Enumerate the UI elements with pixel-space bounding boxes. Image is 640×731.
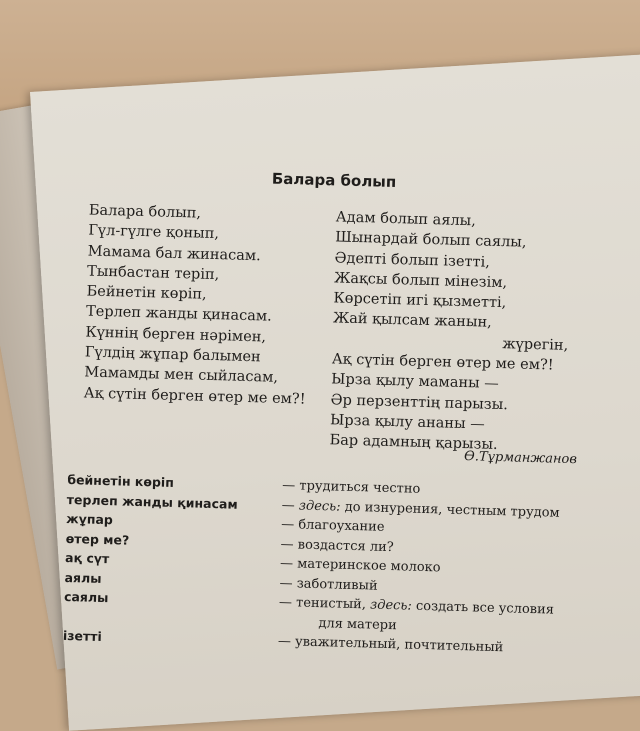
vocabulary-term: жұпар xyxy=(66,510,114,528)
vocabulary-definition: — уважительный, почтительный xyxy=(277,633,504,656)
poem-line: Жақсы болып мінезім, xyxy=(333,270,508,292)
poem-line: Терлеп жанды қинасам. xyxy=(85,303,272,326)
poem-line: Мамамды мен сыйласам, xyxy=(84,364,279,387)
poem-line: Көрсетіп игі қызметті, xyxy=(333,290,507,312)
vocabulary-term: ақ сүт xyxy=(64,549,110,567)
poem-right-column xyxy=(329,207,572,457)
poem-line: Бар адамның қарызы. xyxy=(329,432,498,454)
poem-line: Ақ сүтін берген өтер ме ем?! xyxy=(331,351,554,374)
poem-line: Тынбастан теріп, xyxy=(86,263,220,284)
poem-line: Әдепті болып ізетті, xyxy=(334,249,491,271)
poem-line: Шынардай болып саялы, xyxy=(334,229,527,252)
poem-line: Адам болып аялы, xyxy=(335,209,477,230)
poem-line: Гүл-гүлге қонып, xyxy=(88,222,220,243)
vocabulary-term: терлеп жанды қинасам xyxy=(66,491,238,512)
poem-line: Күннің берген нәрімен, xyxy=(85,324,267,346)
vocabulary-definition-continuation: для матери xyxy=(318,615,397,633)
poem-line: Бейнетін көріп, xyxy=(86,283,207,303)
vocabulary-definition: — тенистый, здесь: создать все условия xyxy=(278,594,555,618)
vocabulary-definition: — здесь: до изнурения, честным трудом xyxy=(281,497,560,521)
poem-title: Балара болып xyxy=(271,169,397,192)
vocabulary-term: бейнетін көріп xyxy=(67,471,175,490)
vocabulary-definition: — заботливый xyxy=(279,575,378,594)
poem-line: жүрегін, xyxy=(502,335,569,354)
vocabulary-definition: — материнское молоко xyxy=(279,555,441,576)
poem-line: Ырза қылу ананы — xyxy=(329,412,485,433)
vocabulary-list xyxy=(63,470,608,661)
vocabulary-definition: — трудиться честно xyxy=(282,477,421,497)
vocabulary-definition: — воздастся ли? xyxy=(280,536,394,555)
poem-line: Балара болып, xyxy=(88,202,202,222)
vocabulary-term: саялы xyxy=(63,588,109,606)
vocabulary-definition: — благоухание xyxy=(280,516,385,535)
poem-line: Мамама бал жинасам. xyxy=(87,243,262,264)
poem-left-column xyxy=(83,200,310,409)
poem-line: Ырза қылу маманы — xyxy=(331,371,499,393)
vocabulary-term: ізетті xyxy=(62,627,103,645)
poem-line: Әр перзенттің парызы. xyxy=(330,391,509,413)
poem-line: Жай қылсам жанын, xyxy=(332,310,492,332)
vocabulary-term: өтер ме? xyxy=(65,530,130,548)
poem-line: Гүлдің жұпар балымен xyxy=(84,344,261,366)
vocabulary-term: аялы xyxy=(64,569,102,586)
poem-author: Ө.Тұрманжанов xyxy=(463,449,578,468)
poem-line: Ақ сүтін берген өтер ме ем?! xyxy=(83,385,306,408)
